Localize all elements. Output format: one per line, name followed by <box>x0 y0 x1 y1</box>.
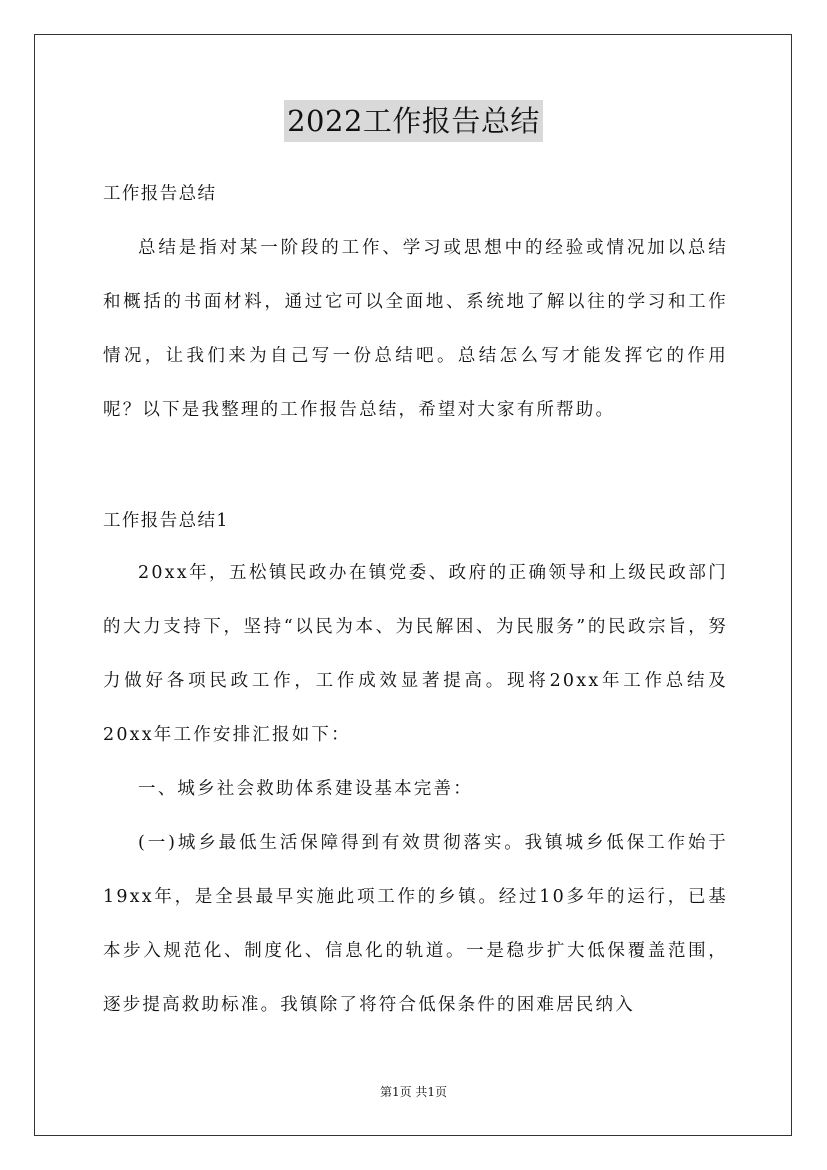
document-title: 2022工作报告总结 <box>284 100 543 142</box>
page-footer: 第1页 共1页 <box>379 1085 448 1099</box>
section1-paragraph-2: (一)城乡最低生活保障得到有效贯彻落实。我镇城乡低保工作始于19xx年，是全县最早实施此项工作的乡镇。经过10多年的运行，已基本步入规范化、制度化、信息化的轨道。一是稳步扩大低保覆盖范围，逐步提高救助标准。我镇除了将符合低保条件的困难居民纳入 <box>103 833 728 1015</box>
section1-paragraph-1: 20xx年，五松镇民政办在镇党委、政府的正确领导和上级民政部门的大力支持下，坚持“以民为本、为民解困、为民服务”的民政宗旨，努力做好各项民政工作，工作成效显著提高。现将20xx年工作总结及20xx年工作安排汇报如下： <box>103 563 728 745</box>
intro-heading: 工作报告总结 <box>103 184 217 204</box>
section1-heading: 工作报告总结1 <box>103 511 229 531</box>
section1-subheading: 一、城乡社会救助体系建设基本完善： <box>138 779 473 799</box>
intro-paragraph: 总结是指对某一阶段的工作、学习或思想中的经验或情况加以总结和概括的书面材料，通过它可以全面地、系统地了解以往的学习和工作情况，让我们来为自己写一份总结吧。总结怎么写才能发挥它的作用呢？以下是我整理的工作报告总结，希望对大家有所帮助。 <box>103 238 728 420</box>
title-container <box>0 100 827 142</box>
